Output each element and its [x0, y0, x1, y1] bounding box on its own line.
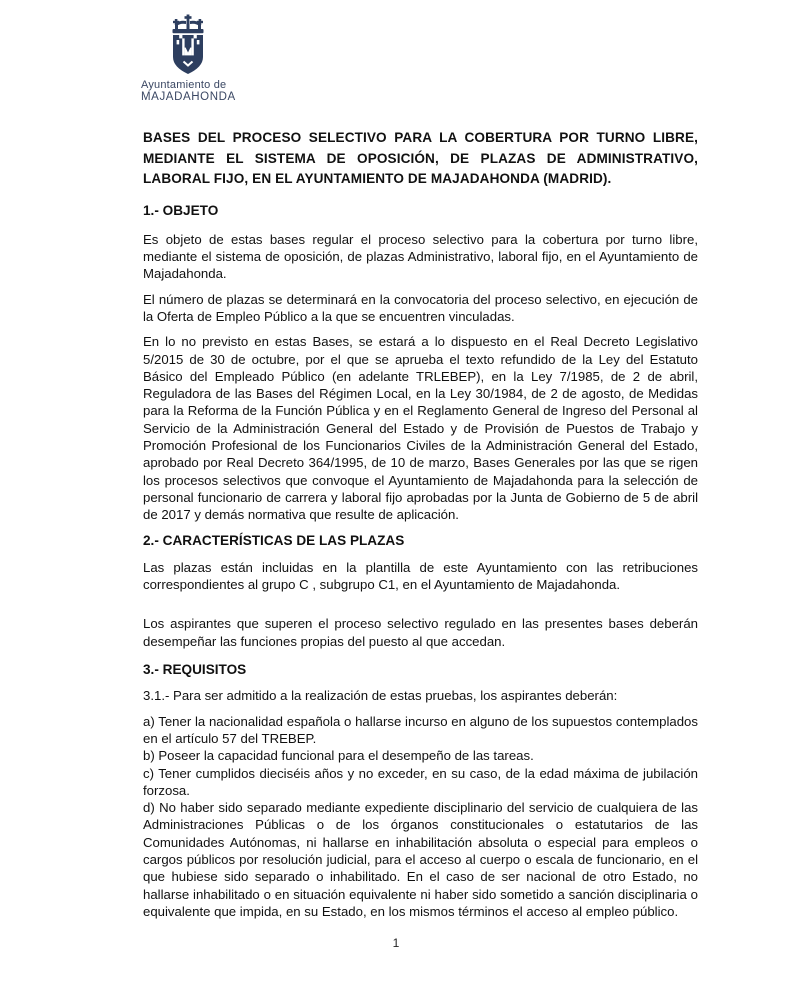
crown-shield-icon [165, 14, 211, 76]
org-name-line1: Ayuntamiento de [141, 79, 227, 91]
section-3-heading: 3.- REQUISITOS [143, 662, 247, 678]
document-content [143, 128, 698, 920]
requirement-item-d: d) No haber sido separado mediante expediente disciplinario del servicio de cualquiera de las Administraciones Públicas o de los órganos constitucionales o estatutarios de las Comunidades Autónomas, ni hallarse en inhabilitación absoluta o especial para empleos o cargos públicos por resolución judicial, para el acceso al cuerpo o escala de funcionario, en el que hubiese sido separado o inhabilitado. En el caso de ser nacional de otro Estado, no hallarse inhabilitado o en situación equivalente ni haber sido sometido a sanción disciplinaria o equivalente que impida, en su Estado, en los mismos términos el acceso al empleo público. [143, 800, 698, 919]
organization-name [141, 79, 261, 103]
requirement-item-c: c) Tener cumplidos dieciséis años y no exceder, en su caso, de la edad máxima de jubilación forzosa. [143, 765, 698, 798]
document-title: BASES DEL PROCESO SELECTIVO PARA LA COBERTURA POR TURNO LIBRE, MEDIANTE EL SISTEMA DE OPOSICIÓN, DE PLAZAS DE ADMINISTRATIVO, LABORAL FIJO, EN EL AYUNTAMIENTO DE MAJADAHONDA (MADRID). [143, 130, 698, 186]
section-1-paragraph: Es objeto de estas bases regular el proceso selectivo para la cobertura por turno libre, mediante el sistema de oposición, de plazas Administrativo, laboral fijo, en el Ayuntamiento de Majadahonda. [143, 231, 698, 282]
section-2-heading: 2.- CARACTERÍSTICAS DE LAS PLAZAS [143, 532, 405, 548]
section-2-paragraph: Las plazas están incluidas en la plantilla de este Ayuntamiento con las retribuciones correspondientes al grupo C , subgrupo C1, en el Ayuntamiento de Majadahonda. [143, 559, 698, 593]
section-3-intro: 3.1.- Para ser admitido a la realización de estas pruebas, los aspirantes deberán: [143, 688, 618, 704]
requirement-item-b: b) Poseer la capacidad funcional para el desempeño de las tareas. [143, 748, 534, 764]
section-1-paragraph: En lo no previsto en estas Bases, se estará a lo dispuesto en el Real Decreto Legislativo 5/2015 de 30 de octubre, por el que se aprueba el texto refundido de la Ley del Estatuto Básico del Empleado Público (en adelante TRLEBEP), en la Ley 7/1985, de 2 de abril, Reguladora de las Bases del Régimen Local, en la Ley 30/1984, de 2 de agosto, de Medidas para la Reforma de la Función Pública y en el Reglamento General de Ingreso del Personal al Servicio de la Administración General del Estado y de Provisión de Puestos de Trabajo y Promoción Profesional de los Funcionarios Civiles de la Administración General del Estado, aprobado por Real Decreto 364/1995, de 10 de marzo, Bases Generales por las que se rigen los procesos selectivos que convoque el Ayuntamiento de Majadahonda para la selección de personal funcionario de carrera y laboral fijo aprobadas por la Junta de Gobierno de 5 de abril de 2017 y demás normativa que resulte de aplicación. [143, 334, 698, 523]
requirement-item-a: a) Tener la nacionalidad española o hallarse incurso en alguno de los supuestos contemplados en el artículo 57 del TREBEP. [143, 713, 698, 746]
section-2-paragraph: Los aspirantes que superen el proceso selectivo regulado en las presentes bases deberán desempeñar las funciones propias del puesto al que accedan. [143, 616, 698, 649]
section-1-heading: 1.- OBJETO [143, 202, 219, 218]
page-number: 1 [392, 936, 400, 950]
section-1-paragraph: El número de plazas se determinará en la convocatoria del proceso selectivo, en ejecución de la Oferta de Empleo Público a la que se encuentren vinculadas. [143, 291, 698, 324]
header-logo-block [141, 14, 261, 103]
org-name-line2: MAJADAHONDA [141, 91, 236, 103]
